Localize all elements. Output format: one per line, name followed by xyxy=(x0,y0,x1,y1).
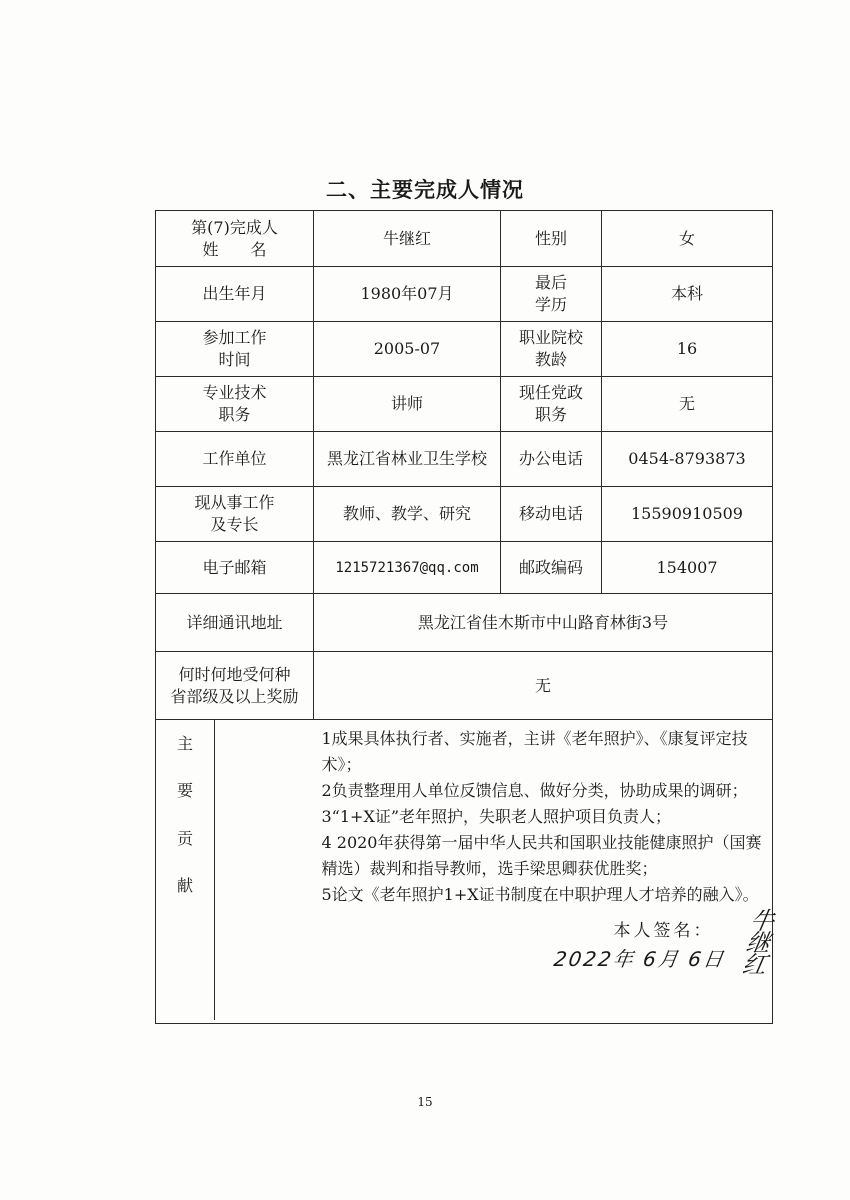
page-title: 二、主要完成人情况 xyxy=(326,178,524,202)
table-row xyxy=(156,487,773,542)
email-value: 1215721367@qq.com xyxy=(314,542,501,594)
email-label: 电子邮箱 xyxy=(156,542,314,594)
birth-value: 1980年07月 xyxy=(314,267,501,322)
list-item: 2负责整理用人单位反馈信息、做好分类，协助成果的调研； xyxy=(321,781,748,800)
office-phone-label: 办公电话 xyxy=(501,432,602,487)
list-item: 3“1+X证”老年照护，失职老人照护项目负责人； xyxy=(321,807,672,826)
party-position-label: 现任党政 职务 xyxy=(501,377,602,432)
awards-value: 无 xyxy=(314,652,773,720)
list-item: 1成果具体执行者、实施者，主讲《老年照护》、《康复评定技术》； xyxy=(321,729,748,774)
signature-date: 2022年 6月 6日 xyxy=(551,947,727,971)
address-value: 黑龙江省佳木斯市中山路育林街3号 xyxy=(314,594,773,652)
table-row xyxy=(156,211,773,267)
title-label: 专业技术 职务 xyxy=(156,377,314,432)
contributions-side-label: 主 要 贡 献 xyxy=(176,733,193,896)
signature-area xyxy=(314,907,777,1018)
mobile-label: 移动电话 xyxy=(501,487,602,542)
completer-info-table xyxy=(155,210,777,1024)
signature-label: 本人签名： xyxy=(613,921,714,941)
work-start-value: 2005-07 xyxy=(314,322,501,377)
teaching-years-value: 16 xyxy=(602,322,773,377)
zip-value: 154007 xyxy=(602,542,773,594)
education-label: 最后 学历 xyxy=(501,267,602,322)
awards-label: 何时何地受何种 省部级及以上奖励 xyxy=(156,652,314,720)
gender-label: 性别 xyxy=(501,211,602,267)
employer-value: 黑龙江省林业卫生学校 xyxy=(314,432,501,487)
table-row xyxy=(156,594,773,652)
teaching-years-label: 职业院校 教龄 xyxy=(501,322,602,377)
table-row xyxy=(156,377,773,432)
table-row xyxy=(156,652,773,720)
table-row xyxy=(156,542,773,594)
office-phone-value: 0454-8793873 xyxy=(602,432,773,487)
contributions-content xyxy=(314,720,777,1024)
handwritten-signature: 牛继红 xyxy=(739,907,777,979)
mobile-value: 15590910509 xyxy=(602,487,773,542)
party-position-value: 无 xyxy=(602,377,773,432)
list-item: 5论文《老年照护1+X证书制度在中职护理人才培养的融入》。 xyxy=(321,885,759,904)
current-work-value: 教师、教学、研究 xyxy=(314,487,501,542)
list-item: 4 2020年获得第一届中华人民共和国职业技能健康照护（国赛精选）裁判和指导教师，选手梁思卿获优胜奖； xyxy=(321,833,762,878)
name-value: 牛继红 xyxy=(314,211,501,267)
zip-label: 邮政编码 xyxy=(501,542,602,594)
employer-label: 工作单位 xyxy=(156,432,314,487)
birth-label: 出生年月 xyxy=(156,267,314,322)
table-row xyxy=(156,322,773,377)
contributions-heading xyxy=(156,720,314,1024)
current-work-label: 现从事工作 及专长 xyxy=(156,487,314,542)
contributions-list xyxy=(314,720,773,908)
work-start-label: 参加工作 时间 xyxy=(156,322,314,377)
gender-value: 女 xyxy=(602,211,773,267)
table-row xyxy=(156,267,773,322)
field-label: 第(7)完成人 姓 名 xyxy=(156,211,314,267)
table-row xyxy=(156,432,773,487)
page-number: 15 xyxy=(417,1095,433,1109)
education-value: 本科 xyxy=(602,267,773,322)
address-label: 详细通讯地址 xyxy=(156,594,314,652)
table-row xyxy=(156,720,773,1024)
title-value: 讲师 xyxy=(314,377,501,432)
